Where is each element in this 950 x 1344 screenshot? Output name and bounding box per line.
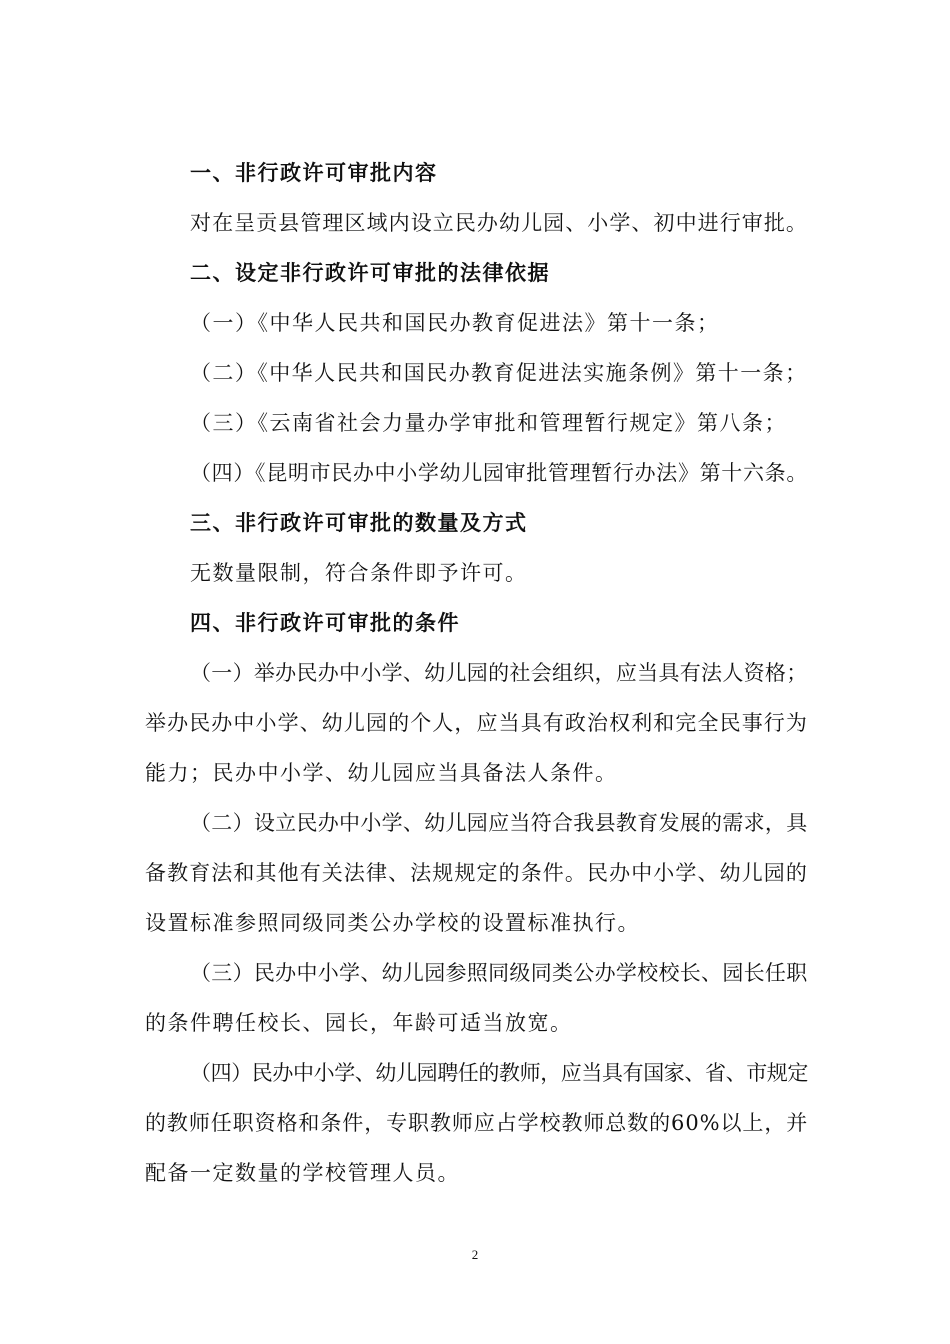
section-heading-4: 四、非行政许可审批的条件 xyxy=(190,611,460,635)
legal-basis-item-1: （一）《中华人民共和国民办教育促进法》第十一条； xyxy=(190,311,720,335)
page-number: 2 xyxy=(471,1247,479,1262)
section-1-line-1: 对在呈贡县管理区域内设立民办幼儿园、小学、初中进行审批。 xyxy=(190,211,808,235)
section-heading-3: 三、非行政许可审批的数量及方式 xyxy=(190,511,528,535)
condition-2-line-2: 备教育法和其他有关法律、法规规定的条件。民办中小学、幼儿园的 xyxy=(145,861,808,885)
section-heading-1: 一、非行政许可审批内容 xyxy=(190,161,438,185)
condition-3-line-1: （三）民办中小学、幼儿园参照同级同类公办学校校长、园长任职 xyxy=(190,961,808,985)
condition-1-line-2: 举办民办中小学、幼儿园的个人，应当具有政治权利和完全民事行为 xyxy=(145,711,808,735)
condition-3-line-2: 的条件聘任校长、园长，年龄可适当放宽。 xyxy=(145,1011,573,1035)
legal-basis-item-3: （三）《云南省社会力量办学审批和管理暂行规定》第八条； xyxy=(190,411,787,435)
condition-4-line-1: （四）民办中小学、幼儿园聘任的教师，应当具有国家、省、市规定 xyxy=(190,1061,808,1085)
condition-2-line-1: （二）设立民办中小学、幼儿园应当符合我县教育发展的需求，具 xyxy=(190,811,808,835)
condition-1-line-3: 能力；民办中小学、幼儿园应当具备法人条件。 xyxy=(145,761,618,785)
condition-1-line-1: （一）举办民办中小学、幼儿园的社会组织，应当具有法人资格； xyxy=(190,661,808,685)
section-heading-2: 二、设定非行政许可审批的法律依据 xyxy=(190,261,550,285)
legal-basis-item-4: （四）《昆明市民办中小学幼儿园审批管理暂行办法》第十六条。 xyxy=(190,461,808,485)
section-3-line-1: 无数量限制，符合条件即予许可。 xyxy=(190,561,528,585)
condition-2-line-3: 设置标准参照同级同类公办学校的设置标准执行。 xyxy=(145,911,640,935)
legal-basis-item-2: （二）《中华人民共和国民办教育促进法实施条例》第十一条； xyxy=(190,361,808,385)
condition-4-line-3: 配备一定数量的学校管理人员。 xyxy=(145,1161,460,1185)
condition-4-line-2: 的教师任职资格和条件，专职教师应占学校教师总数的60%以上，并 xyxy=(145,1111,809,1135)
